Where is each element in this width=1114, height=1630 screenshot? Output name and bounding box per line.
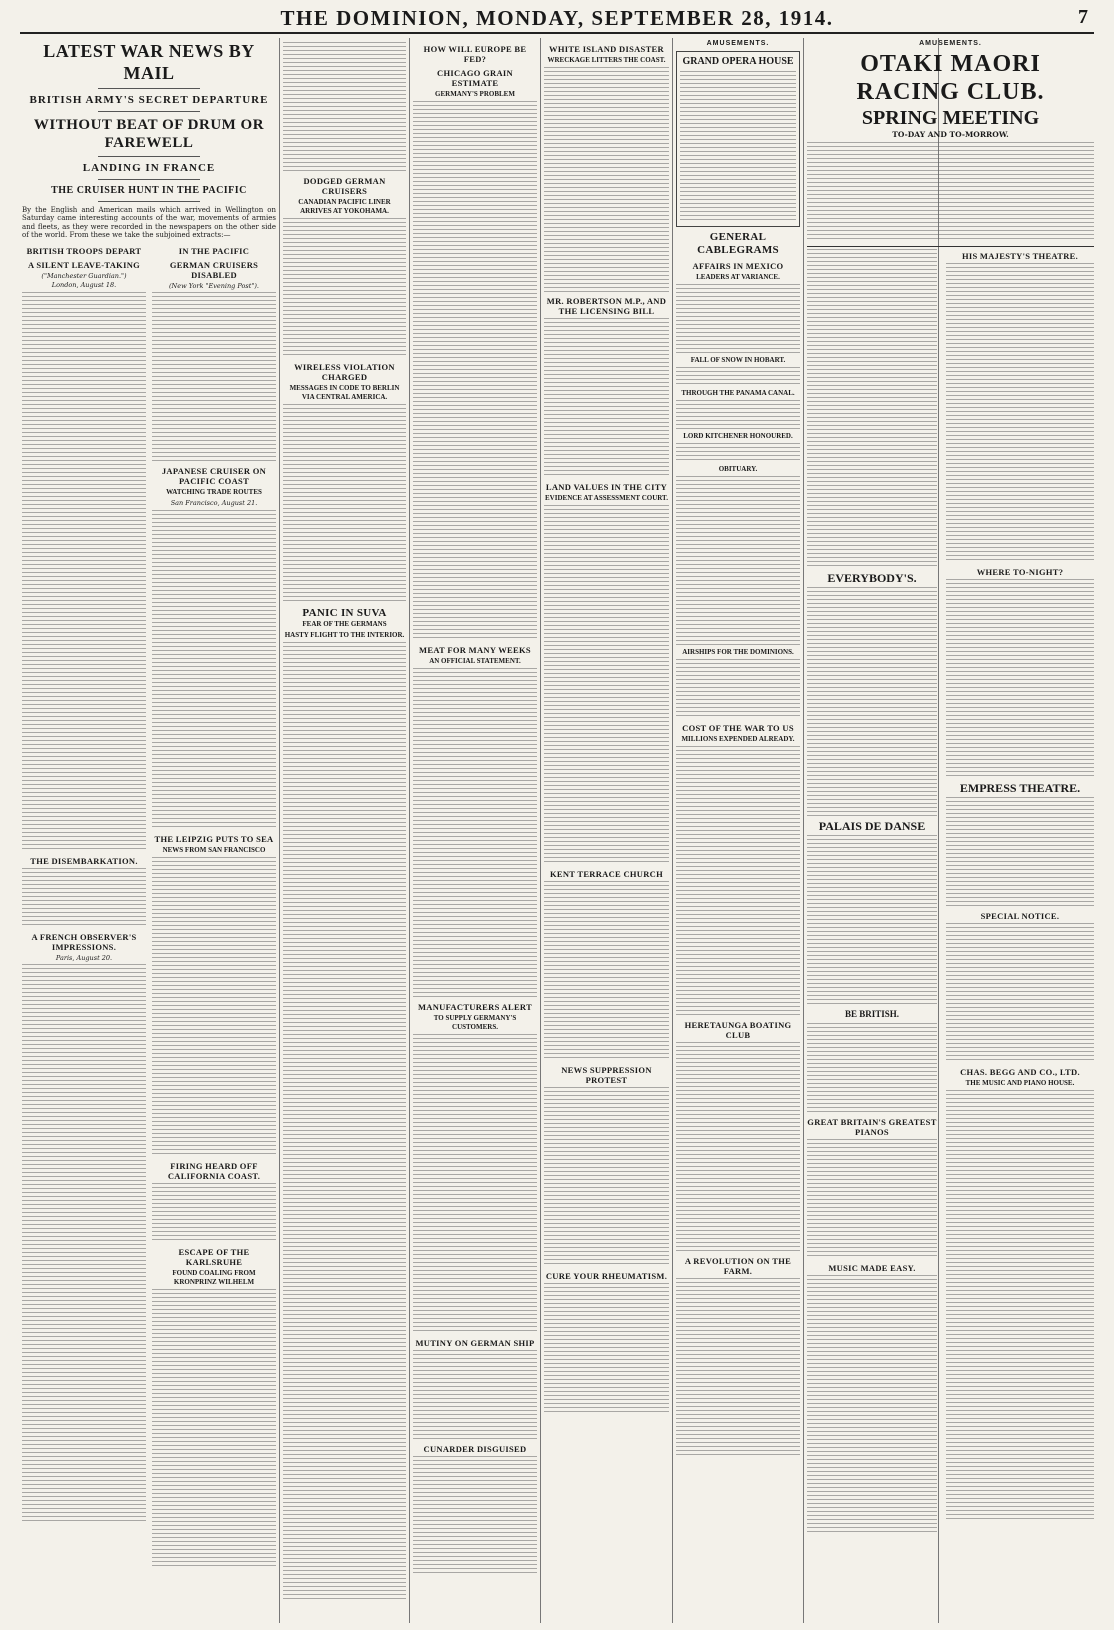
ad-great-britain-pianos: GREAT BRITAIN'S GREATEST PIANOS — [807, 1116, 937, 1137]
ad-everybodys: EVERYBODY'S. — [827, 570, 917, 585]
subhead-germanys-problem: GERMANY'S PROBLEM — [435, 90, 515, 98]
dateline: London, August 18. — [51, 281, 117, 290]
article-text-block — [22, 868, 146, 928]
ad-text-block — [946, 1090, 1094, 1520]
subhead-official-statement: AN OFFICIAL STATEMENT. — [429, 657, 521, 665]
intro-paragraph: By the English and American mails which arrived in Wellington on Saturday came interesting accounts of the war, movements of armies and fleets, as they were recorded in the newspapers on the other side of the world. From these we take the subjoined extracts:— — [22, 206, 276, 239]
column-rule — [672, 38, 673, 1623]
subhead-white-island: WHITE ISLAND DISASTER — [549, 44, 664, 54]
source-line: ("Manchester Guardian.") — [41, 272, 127, 281]
ad-text-block — [807, 835, 937, 1005]
ad-be-british: BE BRITISH. — [844, 1008, 900, 1019]
subhead-messages-code: MESSAGES IN CODE TO BERLIN VIA CENTRAL AMERICA. — [289, 384, 400, 401]
article-text-block — [544, 505, 669, 865]
source-line: (New York "Evening Post"). — [169, 282, 259, 291]
subhead-snow-hobart: FALL OF SNOW IN HOBART. — [690, 356, 786, 365]
subhead-panic-suva: PANIC IN SUVA — [302, 607, 387, 619]
article-text-block — [676, 659, 800, 719]
article-text-block — [676, 367, 800, 387]
ad-text-block — [807, 142, 1094, 242]
subhead-cruisers-disabled: GERMAN CRUISERS DISABLED — [169, 260, 259, 281]
ad-today-tomorrow: TO-DAY AND TO-MORROW. — [892, 130, 1009, 140]
ad-spring-meeting: SPRING MEETING — [861, 107, 1040, 130]
column-rule — [279, 38, 280, 1623]
subhead-disembarkation: THE DISEMBARKATION. — [30, 855, 138, 866]
subhead-general-cablegrams: GENERAL CABLEGRAMS — [697, 231, 779, 257]
ad-music-made-easy: MUSIC MADE EASY. — [828, 1262, 916, 1273]
subhead-san-francisco: NEWS FROM SAN FRANCISCO — [162, 845, 266, 854]
subhead-mutiny: MUTINY ON GERMAN SHIP — [415, 1338, 535, 1348]
article-text-block — [544, 881, 669, 1061]
article-text-block — [283, 218, 406, 358]
subhead-silent-leave: A SILENT LEAVE-TAKING — [27, 260, 141, 271]
subhead-affairs-mexico: AFFAIRS IN MEXICO — [692, 261, 784, 272]
article-text-block — [544, 318, 669, 478]
subhead-europe-fed: HOW WILL EUROPE BE FED? — [423, 44, 527, 64]
masthead — [20, 6, 1094, 34]
column-advertisements — [807, 40, 1094, 1620]
article-text-block — [152, 510, 276, 830]
subhead-wreckage: WRECKAGE LITTERS THE COAST. — [547, 56, 666, 64]
subhead-robertson: MR. ROBERTSON M.P., AND THE LICENSING BILL — [546, 296, 667, 316]
article-text-block — [676, 1042, 800, 1252]
article-text-block — [413, 1034, 537, 1334]
ad-text-block — [946, 263, 1094, 563]
column-5 — [544, 40, 669, 1620]
ad-otaki-racing: OTAKI MAORI RACING CLUB. — [856, 51, 1045, 106]
article-text-block — [152, 857, 276, 1157]
dateline: San Francisco, August 21. — [170, 499, 258, 508]
subhead-assessment-court: EVIDENCE AT ASSESSMENT COURT. — [545, 494, 668, 502]
subhead-french-observer: A FRENCH OBSERVER'S IMPRESSIONS. — [31, 931, 137, 952]
headline-cruiser-hunt: THE CRUISER HUNT IN THE PACIFIC — [51, 185, 247, 196]
subhead-kronprinz: FOUND COALING FROM KRONPRINZ WILHELM — [172, 1268, 256, 1286]
subhead-leaders-variance: LEADERS AT VARIANCE. — [696, 273, 780, 282]
ad-text-block — [946, 579, 1094, 779]
column-6 — [676, 40, 800, 1620]
subhead-kent-terrace: KENT TERRACE CHURCH — [549, 869, 664, 879]
column-3 — [283, 40, 406, 1620]
column-4 — [413, 40, 537, 1620]
column-rule — [409, 38, 410, 1623]
article-text-block — [152, 1183, 276, 1243]
subhead-wireless-violation: WIRELESS VIOLATION CHARGED — [294, 362, 395, 382]
subhead-cost-war: COST OF THE WAR TO US — [682, 723, 794, 734]
subhead-airships: AIRSHIPS FOR THE DOMINIONS. — [682, 648, 794, 657]
subhead-chicago-grain: CHICAGO GRAIN ESTIMATE — [437, 68, 513, 88]
subhead-trade-routes: WATCHING TRADE ROUTES — [166, 488, 262, 497]
ad-empress-theatre: EMPRESS THEATRE. — [959, 780, 1081, 795]
subhead-cunarder: CUNARDER DISGUISED — [423, 1444, 527, 1454]
article-text-block — [676, 284, 800, 354]
subhead-leipzig: THE LEIPZIG PUTS TO SEA — [154, 833, 274, 844]
ad-grand-opera-house: GRAND OPERA HOUSE — [682, 56, 794, 68]
article-text-block — [152, 1289, 276, 1569]
subhead-canadian-liner: CANADIAN PACIFIC LINER ARRIVES AT YOKOHAMA. — [298, 198, 391, 215]
article-text-block — [544, 1087, 669, 1267]
column-lead — [22, 40, 276, 1620]
subhead-fear-germans: FEAR OF THE GERMANS — [302, 620, 387, 628]
article-text-block — [676, 476, 800, 646]
column-rule — [540, 38, 541, 1623]
subhead-japanese-cruiser: JAPANESE CRUISER ON PACIFIC COAST — [161, 466, 267, 487]
article-text-block — [676, 400, 800, 430]
subhead-firing-heard: FIRING HEARD OFF CALIFORNIA COAST. — [167, 1160, 261, 1181]
subhead-meat-weeks: MEAT FOR MANY WEEKS — [419, 645, 531, 655]
subhead-heretaunga: HERETAUNGA BOATING CLUB — [684, 1020, 792, 1041]
ad-text-block — [946, 797, 1094, 907]
article-text-block — [413, 1350, 537, 1440]
ad-palais-de-danse: PALAIS DE DANSE — [818, 818, 926, 833]
subhead-in-pacific: IN THE PACIFIC — [178, 246, 250, 257]
article-text-block — [283, 42, 406, 172]
article-text-block — [676, 746, 800, 1016]
article-text-block — [413, 668, 537, 998]
subhead-hasty-flight: HASTY FLIGHT TO THE INTERIOR. — [284, 631, 405, 639]
article-text-block — [676, 443, 800, 463]
subhead-kitchener: LORD KITCHENER HONOURED. — [683, 432, 793, 441]
article-text-block — [22, 964, 146, 1524]
article-text-block — [676, 1278, 800, 1458]
ad-text-block — [946, 923, 1094, 1063]
ad-music-piano-house: THE MUSIC AND PIANO HOUSE. — [965, 1078, 1075, 1087]
article-text-block — [22, 292, 146, 852]
article-text-block — [152, 292, 276, 462]
headline-secret-departure: BRITISH ARMY'S SECRET DEPARTURE — [29, 94, 269, 106]
subhead-supply-customers: TO SUPPLY GERMANY'S CUSTOMERS. — [433, 1014, 517, 1031]
page-number: 7 — [1078, 6, 1088, 28]
dateline: Paris, August 20. — [55, 953, 113, 962]
subhead-news-suppression: NEWS SUPPRESSION PROTEST — [561, 1065, 652, 1085]
ad-chas-begg: CHAS. BEGG AND CO., LTD. — [960, 1066, 1080, 1077]
subhead-karlsruhe: ESCAPE OF THE KARLSRUHE — [178, 1246, 250, 1267]
subhead-dodged-cruisers: DODGED GERMAN CRUISERS — [303, 176, 386, 196]
subhead-obituary: OBITUARY. — [718, 465, 758, 474]
article-text-block — [283, 642, 406, 1602]
subhead-revolution-farm: A REVOLUTION ON THE FARM. — [684, 1256, 792, 1277]
ad-text-block — [807, 249, 937, 569]
section-amusements: AMUSEMENTS. — [919, 40, 982, 47]
subhead-british-troops: BRITISH TROOPS DEPART — [26, 246, 142, 257]
ad-text-block — [680, 71, 796, 221]
subhead-millions: MILLIONS EXPENDED ALREADY. — [681, 735, 795, 744]
headline-landing-france: LANDING IN FRANCE — [82, 162, 216, 174]
ad-text-block — [807, 1139, 937, 1259]
subhead-rheumatism: CURE YOUR RHEUMATISM. — [545, 1271, 668, 1281]
column-rule — [803, 38, 804, 1623]
ad-special-notice: SPECIAL NOTICE. — [980, 910, 1060, 921]
ad-text-block — [807, 1275, 937, 1535]
headline-beat-of-drum: WITHOUT BEAT OF DRUM OR FAREWELL — [33, 117, 265, 151]
subhead-panama-canal: THROUGH THE PANAMA CANAL. — [681, 389, 795, 398]
ad-text-block — [807, 1023, 937, 1113]
article-text-block — [413, 1456, 537, 1576]
subhead-land-values: LAND VALUES IN THE CITY — [545, 482, 668, 492]
article-text-block — [544, 1283, 669, 1413]
section-amusements: AMUSEMENTS. — [706, 40, 770, 47]
article-text-block — [544, 67, 669, 292]
ad-text-block — [807, 587, 937, 817]
article-text-block — [283, 404, 406, 604]
article-text-block — [413, 101, 537, 641]
subhead-manufacturers-alert: MANUFACTURERS ALERT — [417, 1002, 533, 1012]
newspaper-title: THE DOMINION, MONDAY, SEPTEMBER 28, 1914. — [280, 6, 834, 30]
ad-his-majestys: HIS MAJESTY'S THEATRE. — [961, 250, 1079, 261]
headline-latest-war-news: LATEST WAR NEWS BY MAIL — [43, 41, 255, 83]
ad-where-tonight: WHERE TO-NIGHT? — [976, 566, 1064, 577]
